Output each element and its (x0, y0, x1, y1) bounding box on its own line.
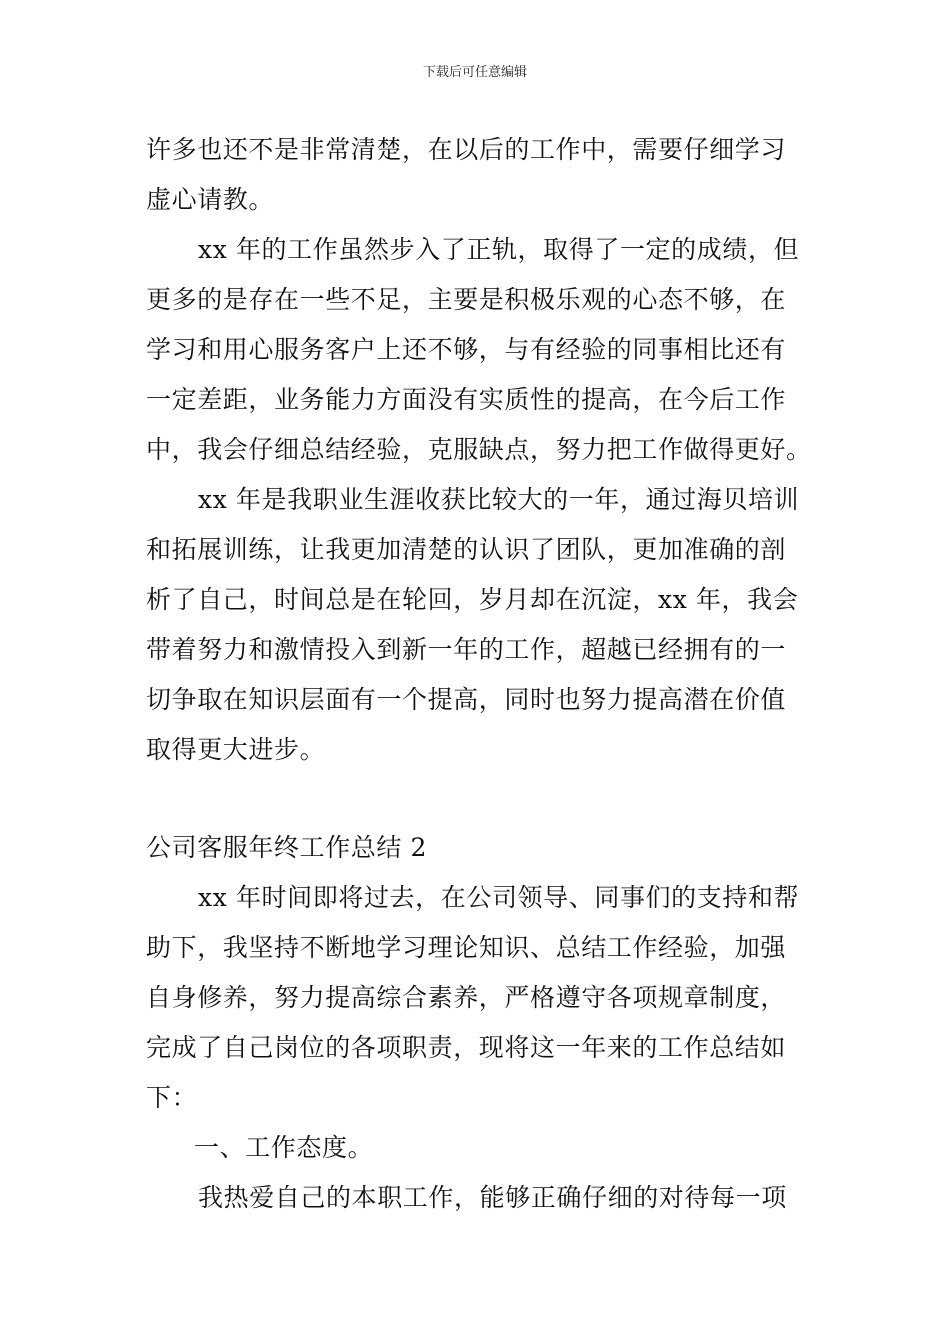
text-line: xx 年是我职业生涯收获比较大的一年，通过海贝培训 (198, 485, 800, 514)
section-title: 公司客服年终工作总结 2 (146, 833, 428, 862)
text-line: 我热爱自己的本职工作，能够正确仔细的对待每一项 (198, 1183, 787, 1212)
text-line: xx 年时间即将过去，在公司领导、同事们的支持和帮 (198, 883, 800, 912)
text-line: 取得更大进步。 (146, 735, 326, 764)
page-header: 下载后可任意编辑 (422, 65, 527, 80)
text-line: 切争取在知识层面有一个提高，同时也努力提高潜在价值 (146, 685, 787, 714)
text-line: 带着努力和激情投入到新一年的工作，超越已经拥有的一 (146, 635, 787, 664)
text-line: 许多也还不是非常清楚，在以后的工作中，需要仔细学习 (146, 135, 787, 164)
text-line: 析了自己，时间总是在轮回，岁月却在沉淀，xx 年，我会 (146, 585, 799, 614)
text-line: 下： (146, 1083, 198, 1112)
text-line: 学习和用心服务客户上还不够，与有经验的同事相比还有 (146, 335, 787, 364)
text-line: 自身修养，努力提高综合素养，严格遵守各项规章制度， (146, 983, 787, 1012)
text-line: 中，我会仔细总结经验，克服缺点，努力把工作做得更好。 (146, 435, 812, 464)
text-line: 和拓展训练，让我更加清楚的认识了团队，更加准确的剖 (146, 535, 787, 564)
text-line: xx 年的工作虽然步入了正轨，取得了一定的成绩，但 (198, 235, 800, 264)
text-line: 虚心请教。 (146, 185, 275, 214)
subheading: 一、工作态度。 (194, 1133, 374, 1162)
text-line: 完成了自己岗位的各项职责，现将这一年来的工作总结如 (146, 1033, 787, 1062)
text-line: 更多的是存在一些不足，主要是积极乐观的心态不够，在 (146, 285, 787, 314)
text-line: 一定差距，业务能力方面没有实质性的提高，在今后工作 (146, 385, 787, 414)
text-line: 助下，我坚持不断地学习理论知识、总结工作经验，加强 (146, 933, 787, 962)
